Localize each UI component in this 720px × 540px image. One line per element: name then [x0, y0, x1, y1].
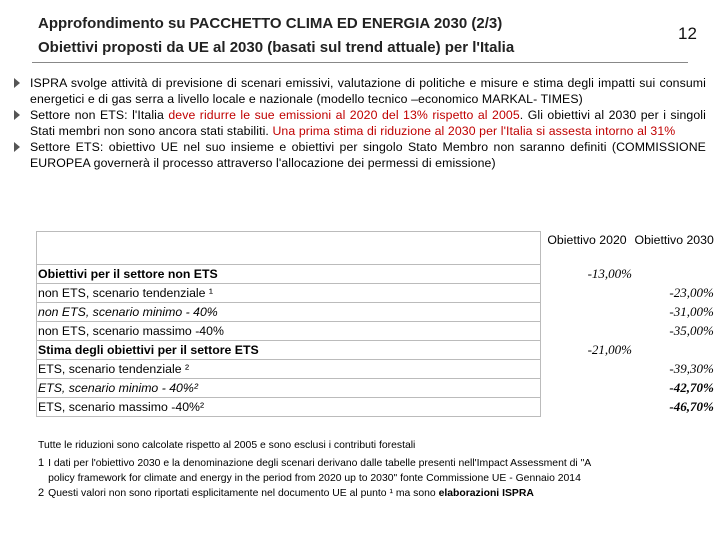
bullet-non-ets-highlight-2020: deve ridurre le sue emissioni al 2020 del 13% rispetto al 2005 [168, 108, 520, 122]
bullet-ets [10, 139, 706, 171]
footnote-2-bold: elaborazioni ISPRA [438, 488, 534, 499]
value-2030: -39,30% [669, 361, 714, 376]
bullet-list [10, 75, 706, 171]
footnote-1 [38, 456, 598, 486]
row-label: ETS, scenario tendenziale ² [37, 360, 541, 379]
row-label: ETS, scenario minimo - 40%² [37, 379, 541, 398]
value-2020 [541, 303, 634, 322]
value-2030: -35,00% [669, 323, 714, 338]
row-label: non ETS, scenario minimo - 40% [37, 303, 541, 322]
bullet-non-ets-highlight-2030: Una prima stima di riduzione al 2030 per l'Italia si assesta intorno al 31% [272, 124, 676, 138]
value-2020 [541, 284, 634, 303]
table-row [37, 284, 715, 303]
value-2030: -46,70% [669, 399, 714, 414]
footnote-intro: Tutte le riduzioni sono calcolate rispetto al 2005 e sono esclusi i contributi forestali [38, 440, 416, 451]
bullet-non-ets-text-a: Settore non ETS: l'Italia [30, 108, 169, 122]
title-line-2: Obiettivi proposti da UE al 2030 (basati sul trend attuale) per l'Italia [38, 39, 515, 56]
header-obiettivo-2030: Obiettivo 2030 [634, 232, 714, 247]
row-label: Obiettivi per il settore non ETS [37, 265, 541, 284]
page-title [38, 12, 658, 60]
value-2020 [541, 379, 634, 398]
page-number: 12 [678, 24, 697, 43]
value-2030 [634, 341, 715, 360]
table-row [37, 360, 715, 379]
row-label: ETS, scenario massimo -40%² [37, 398, 541, 417]
footnote-1-mark: 1 [38, 457, 45, 469]
bullet-ispra-text: ISPRA svolge attività di previsione di scenari emissivi, valutazione di politiche e misure e stima degli impatti sui consumi energetici e di gas serra a livello locale e nazionale (modello tecnico –economico MARKAL- TIMES) [30, 76, 706, 106]
bullet-ets-text: Settore ETS: obiettivo UE nel suo insieme e obiettivi per singolo Stato Membro non saranno definiti (COMMISSIONE EUROPEA governerà il processo attraverso l'allocazione dei permessi di emissione) [30, 140, 706, 170]
table-row [37, 265, 715, 284]
value-2030: -31,00% [669, 304, 714, 319]
table-header-row [37, 232, 715, 265]
objectives-table [36, 231, 715, 417]
value-2020 [541, 398, 634, 417]
bullet-ispra [10, 75, 706, 107]
footnote-1-text: I dati per l'obiettivo 2030 e la denominazione degli scenari derivano dalle tabelle presenti nell'Impact Assessment di "A policy framework for climate and energy in the period from 2020 up to 2030" fonte Commissione UE - Gennaio 2014 [48, 458, 591, 484]
table-row [37, 341, 715, 360]
bullet-non-ets-text-b: . Gli obiettivi al 2030 per i singoli Stati membri non sono ancora stati stabiliti. [30, 108, 706, 138]
footnotes [38, 438, 598, 501]
table-row [37, 398, 715, 417]
value-2030: -23,00% [669, 285, 714, 300]
bullet-non-ets [10, 107, 706, 139]
bullet-arrow-icon [14, 110, 20, 120]
table-row [37, 379, 715, 398]
table-row [37, 303, 715, 322]
footnote-2-mark: 2 [38, 487, 45, 499]
bullet-arrow-icon [14, 78, 20, 88]
value-2020 [541, 360, 634, 379]
value-2020: -21,00% [587, 342, 632, 357]
table-header-label [37, 232, 541, 265]
value-2020 [541, 322, 634, 341]
bullet-arrow-icon [14, 142, 20, 152]
value-2030: -42,70% [669, 380, 714, 395]
title-divider [32, 62, 688, 63]
footnote-2-text: Questi valori non sono riportati esplicitamente nel documento UE al punto ¹ ma sono [48, 488, 439, 499]
row-label: non ETS, scenario massimo -40% [37, 322, 541, 341]
title-line-1: Approfondimento su PACCHETTO CLIMA ED ENERGIA 2030 (2/3) [38, 15, 503, 32]
row-label: non ETS, scenario tendenziale ¹ [37, 284, 541, 303]
table-row [37, 322, 715, 341]
value-2030 [634, 265, 715, 284]
row-label: Stima degli obiettivi per il settore ETS [37, 341, 541, 360]
value-2020: -13,00% [587, 266, 632, 281]
header-obiettivo-2020: Obiettivo 2020 [547, 232, 627, 247]
footnote-2 [38, 486, 598, 501]
